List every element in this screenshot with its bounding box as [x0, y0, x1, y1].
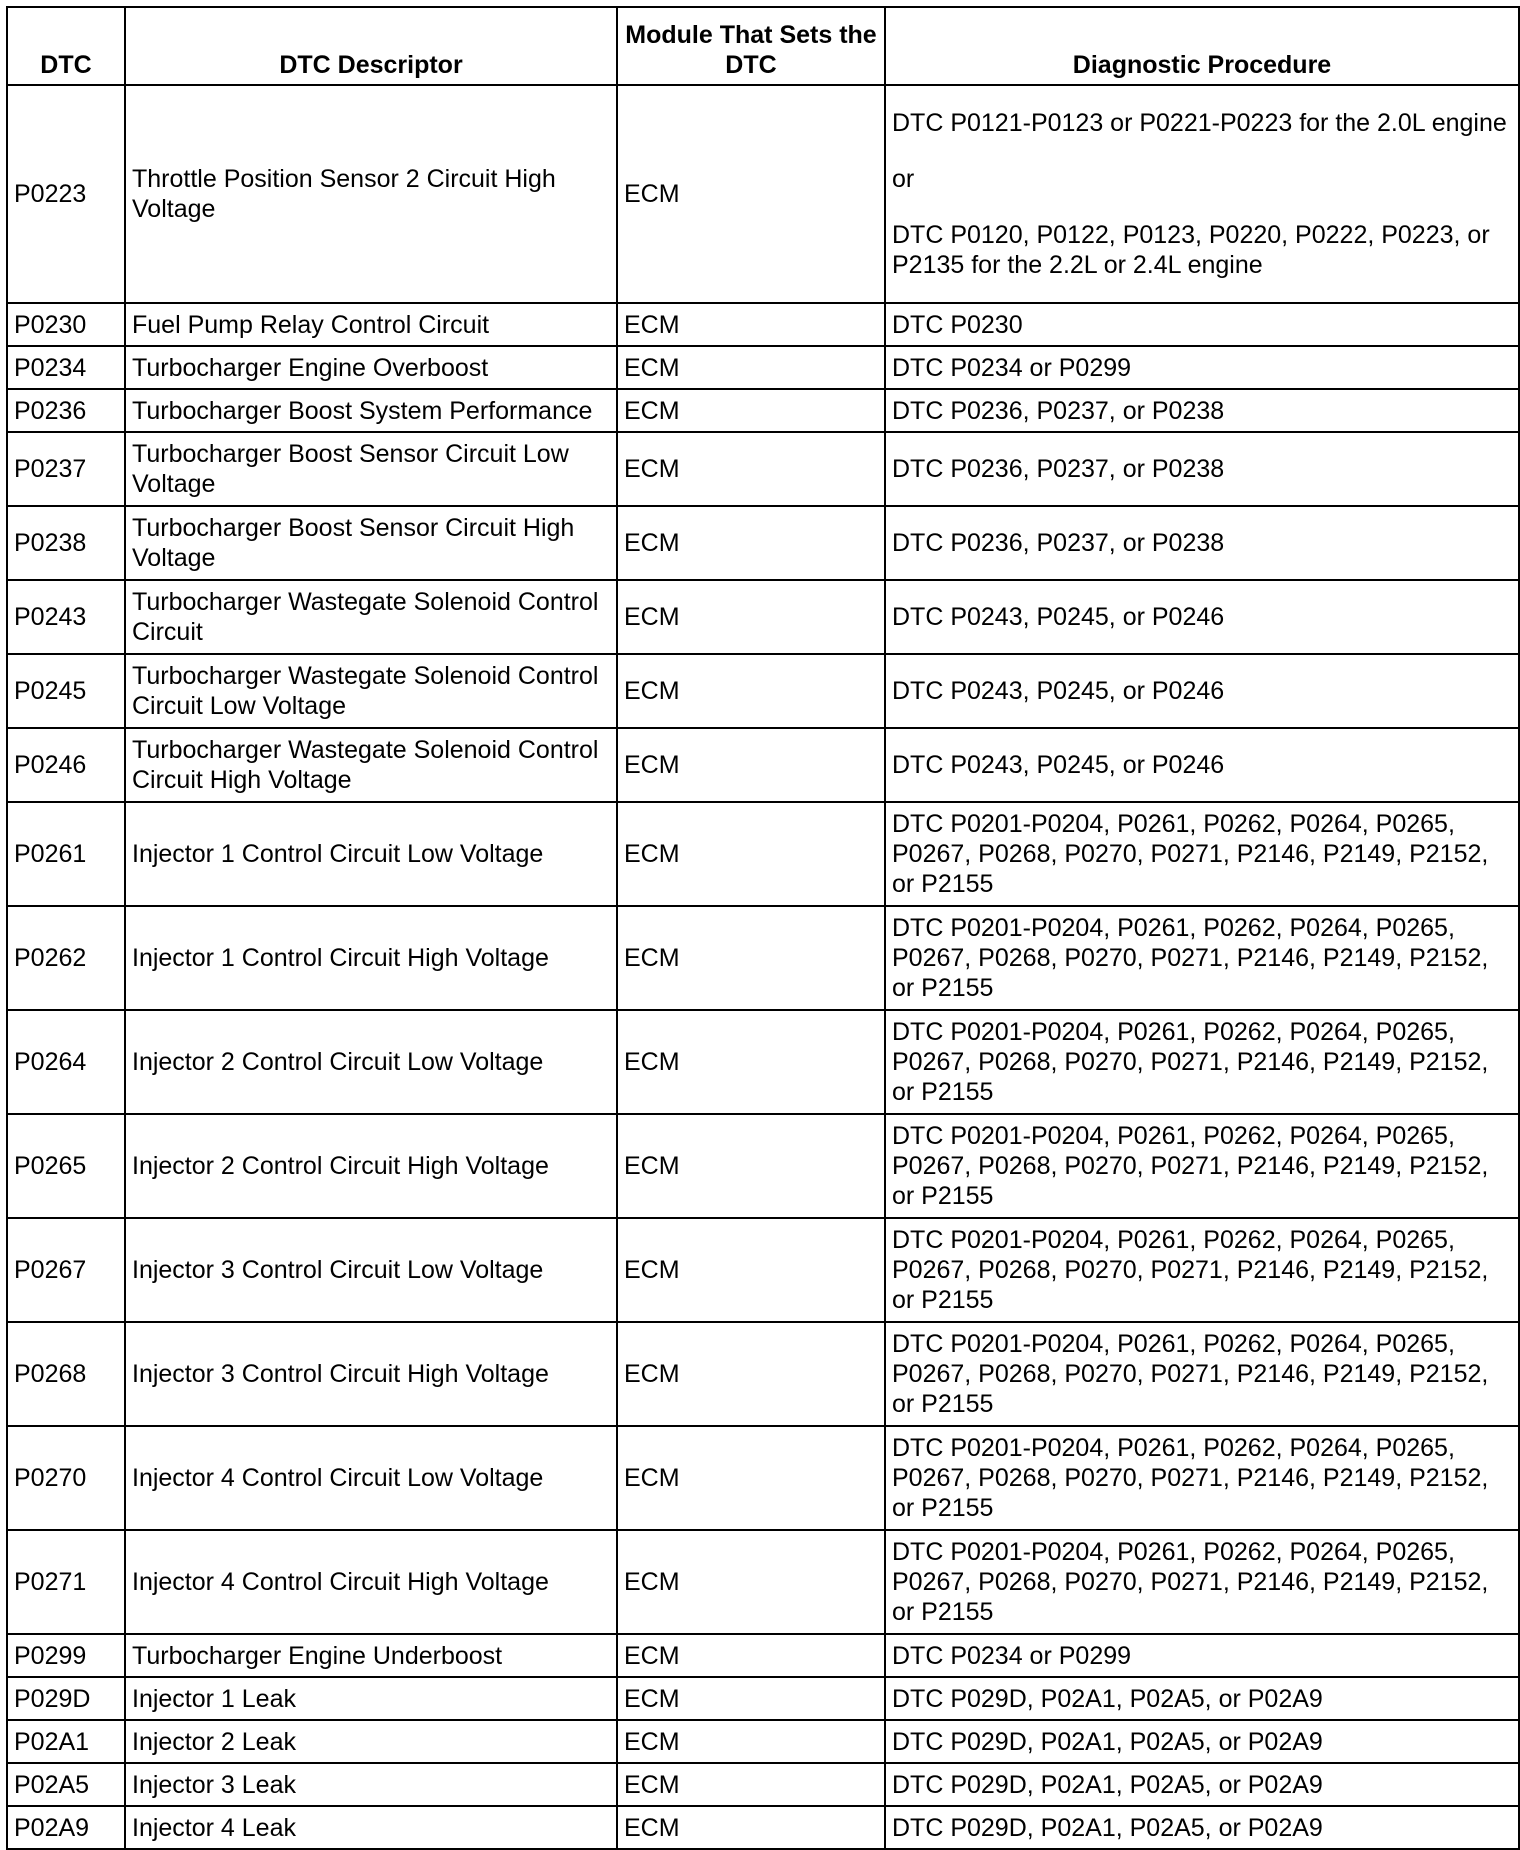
module-cell: ECM — [617, 346, 885, 389]
header-dtc: DTC — [7, 7, 125, 85]
descriptor-cell: Turbocharger Wastegate Solenoid Control Circuit Low Voltage — [125, 654, 617, 728]
descriptor-cell: Injector 4 Control Circuit Low Voltage — [125, 1426, 617, 1530]
module-cell: ECM — [617, 802, 885, 906]
descriptor-cell: Turbocharger Boost System Performance — [125, 389, 617, 432]
descriptor-cell: Fuel Pump Relay Control Circuit — [125, 303, 617, 346]
table-row — [7, 1677, 1519, 1720]
table-row — [7, 1322, 1519, 1426]
dtc-cell: P02A5 — [7, 1763, 125, 1806]
module-cell: ECM — [617, 1218, 885, 1322]
procedure-cell: DTC P0201-P0204, P0261, P0262, P0264, P0265, P0267, P0268, P0270, P0271, P2146, P2149, P2152, or P2155 — [885, 1426, 1519, 1530]
procedure-cell: DTC P0201-P0204, P0261, P0262, P0264, P0265, P0267, P0268, P0270, P0271, P2146, P2149, P2152, or P2155 — [885, 1530, 1519, 1634]
module-cell: ECM — [617, 580, 885, 654]
procedure-cell: DTC P0201-P0204, P0261, P0262, P0264, P0265, P0267, P0268, P0270, P0271, P2146, P2149, P2152, or P2155 — [885, 802, 1519, 906]
dtc-cell: P0230 — [7, 303, 125, 346]
table-row — [7, 1720, 1519, 1763]
procedure-cell: DTC P0243, P0245, or P0246 — [885, 580, 1519, 654]
procedure-text: DTC P0121-P0123 or P0221-P0223 for the 2.0L engine — [892, 109, 1507, 137]
descriptor-cell: Injector 1 Control Circuit High Voltage — [125, 906, 617, 1010]
header-module: Module That Sets the DTC — [617, 7, 885, 85]
table-row — [7, 346, 1519, 389]
dtc-cell: P0262 — [7, 906, 125, 1010]
descriptor-cell: Injector 3 Leak — [125, 1763, 617, 1806]
dtc-table — [6, 6, 1520, 1850]
module-cell: ECM — [617, 1677, 885, 1720]
dtc-cell: P0236 — [7, 389, 125, 432]
procedure-cell: DTC P0201-P0204, P0261, P0262, P0264, P0265, P0267, P0268, P0270, P0271, P2146, P2149, P2152, or P2155 — [885, 1114, 1519, 1218]
dtc-cell: P0223 — [7, 85, 125, 303]
header-descriptor: DTC Descriptor — [125, 7, 617, 85]
module-cell: ECM — [617, 1010, 885, 1114]
procedure-cell: DTC P0201-P0204, P0261, P0262, P0264, P0265, P0267, P0268, P0270, P0271, P2146, P2149, P2152, or P2155 — [885, 1218, 1519, 1322]
procedure-cell: DTC P029D, P02A1, P02A5, or P02A9 — [885, 1677, 1519, 1720]
table-row — [7, 728, 1519, 802]
dtc-cell: P0268 — [7, 1322, 125, 1426]
dtc-cell: P0246 — [7, 728, 125, 802]
procedure-cell: DTC P029D, P02A1, P02A5, or P02A9 — [885, 1720, 1519, 1763]
descriptor-cell: Injector 1 Control Circuit Low Voltage — [125, 802, 617, 906]
procedure-cell: DTC P0201-P0204, P0261, P0262, P0264, P0265, P0267, P0268, P0270, P0271, P2146, P2149, P2152, or P2155 — [885, 1322, 1519, 1426]
module-cell: ECM — [617, 389, 885, 432]
dtc-cell: P0243 — [7, 580, 125, 654]
procedure-cell: DTC P029D, P02A1, P02A5, or P02A9 — [885, 1763, 1519, 1806]
procedure-cell: DTC P0230 — [885, 303, 1519, 346]
descriptor-cell: Turbocharger Engine Overboost — [125, 346, 617, 389]
table-row — [7, 1763, 1519, 1806]
procedure-cell: DTC P0236, P0237, or P0238 — [885, 432, 1519, 506]
descriptor-cell: Injector 2 Leak — [125, 1720, 617, 1763]
procedure-cell: DTC P0243, P0245, or P0246 — [885, 654, 1519, 728]
module-cell: ECM — [617, 1720, 885, 1763]
procedure-cell: DTC P0234 or P0299 — [885, 1634, 1519, 1677]
header-procedure: Diagnostic Procedure — [885, 7, 1519, 85]
procedure-cell: DTC P0243, P0245, or P0246 — [885, 728, 1519, 802]
dtc-cell: P0267 — [7, 1218, 125, 1322]
table-row — [7, 389, 1519, 432]
module-cell: ECM — [617, 1530, 885, 1634]
descriptor-cell: Turbocharger Engine Underboost — [125, 1634, 617, 1677]
dtc-cell: P0245 — [7, 654, 125, 728]
table-row — [7, 906, 1519, 1010]
table-row — [7, 1530, 1519, 1634]
table-row — [7, 1634, 1519, 1677]
procedure-cell: DTC P0234 or P0299 — [885, 346, 1519, 389]
descriptor-cell: Injector 2 Control Circuit High Voltage — [125, 1114, 617, 1218]
table-row — [7, 506, 1519, 580]
descriptor-cell: Turbocharger Boost Sensor Circuit Low Voltage — [125, 432, 617, 506]
descriptor-cell: Turbocharger Wastegate Solenoid Control Circuit — [125, 580, 617, 654]
descriptor-cell: Injector 3 Control Circuit High Voltage — [125, 1322, 617, 1426]
dtc-cell: P0238 — [7, 506, 125, 580]
table-row — [7, 1426, 1519, 1530]
header-row — [7, 7, 1519, 85]
table-row — [7, 432, 1519, 506]
module-cell: ECM — [617, 1426, 885, 1530]
descriptor-cell: Throttle Position Sensor 2 Circuit High Voltage — [125, 85, 617, 303]
module-cell: ECM — [617, 85, 885, 303]
dtc-cell: P0270 — [7, 1426, 125, 1530]
table-row — [7, 802, 1519, 906]
procedure-cell: DTC P0201-P0204, P0261, P0262, P0264, P0265, P0267, P0268, P0270, P0271, P2146, P2149, P2152, or P2155 — [885, 906, 1519, 1010]
dtc-cell: P0237 — [7, 432, 125, 506]
dtc-cell: P02A1 — [7, 1720, 125, 1763]
table-row — [7, 303, 1519, 346]
procedure-cell: DTC P029D, P02A1, P02A5, or P02A9 — [885, 1806, 1519, 1849]
module-cell: ECM — [617, 1763, 885, 1806]
descriptor-cell: Turbocharger Wastegate Solenoid Control Circuit High Voltage — [125, 728, 617, 802]
module-cell: ECM — [617, 654, 885, 728]
module-cell: ECM — [617, 1322, 885, 1426]
table-row — [7, 1010, 1519, 1114]
dtc-cell: P029D — [7, 1677, 125, 1720]
dtc-cell: P0264 — [7, 1010, 125, 1114]
descriptor-cell: Injector 4 Control Circuit High Voltage — [125, 1530, 617, 1634]
module-cell: ECM — [617, 1114, 885, 1218]
dtc-cell: P0271 — [7, 1530, 125, 1634]
descriptor-cell: Injector 2 Control Circuit Low Voltage — [125, 1010, 617, 1114]
module-cell: ECM — [617, 728, 885, 802]
module-cell: ECM — [617, 303, 885, 346]
table-row — [7, 85, 1519, 303]
module-cell: ECM — [617, 1806, 885, 1849]
dtc-cell: P0265 — [7, 1114, 125, 1218]
descriptor-cell: Injector 1 Leak — [125, 1677, 617, 1720]
table-row — [7, 654, 1519, 728]
procedure-cell — [885, 85, 1519, 303]
module-cell: ECM — [617, 506, 885, 580]
descriptor-cell: Injector 4 Leak — [125, 1806, 617, 1849]
procedure-cell: DTC P0201-P0204, P0261, P0262, P0264, P0265, P0267, P0268, P0270, P0271, P2146, P2149, P2152, or P2155 — [885, 1010, 1519, 1114]
dtc-cell: P02A9 — [7, 1806, 125, 1849]
table-row — [7, 1806, 1519, 1849]
module-cell: ECM — [617, 906, 885, 1010]
procedure-or: or — [892, 165, 915, 193]
dtc-cell: P0299 — [7, 1634, 125, 1677]
dtc-cell: P0261 — [7, 802, 125, 906]
descriptor-cell: Injector 3 Control Circuit Low Voltage — [125, 1218, 617, 1322]
procedure-cell: DTC P0236, P0237, or P0238 — [885, 389, 1519, 432]
module-cell: ECM — [617, 1634, 885, 1677]
dtc-cell: P0234 — [7, 346, 125, 389]
module-cell: ECM — [617, 432, 885, 506]
table-row — [7, 1218, 1519, 1322]
table-row — [7, 1114, 1519, 1218]
procedure-text-alt: DTC P0120, P0122, P0123, P0220, P0222, P0223, or P2135 for the 2.2L or 2.4L engine — [892, 221, 1490, 279]
descriptor-cell: Turbocharger Boost Sensor Circuit High Voltage — [125, 506, 617, 580]
table-row — [7, 580, 1519, 654]
procedure-cell: DTC P0236, P0237, or P0238 — [885, 506, 1519, 580]
